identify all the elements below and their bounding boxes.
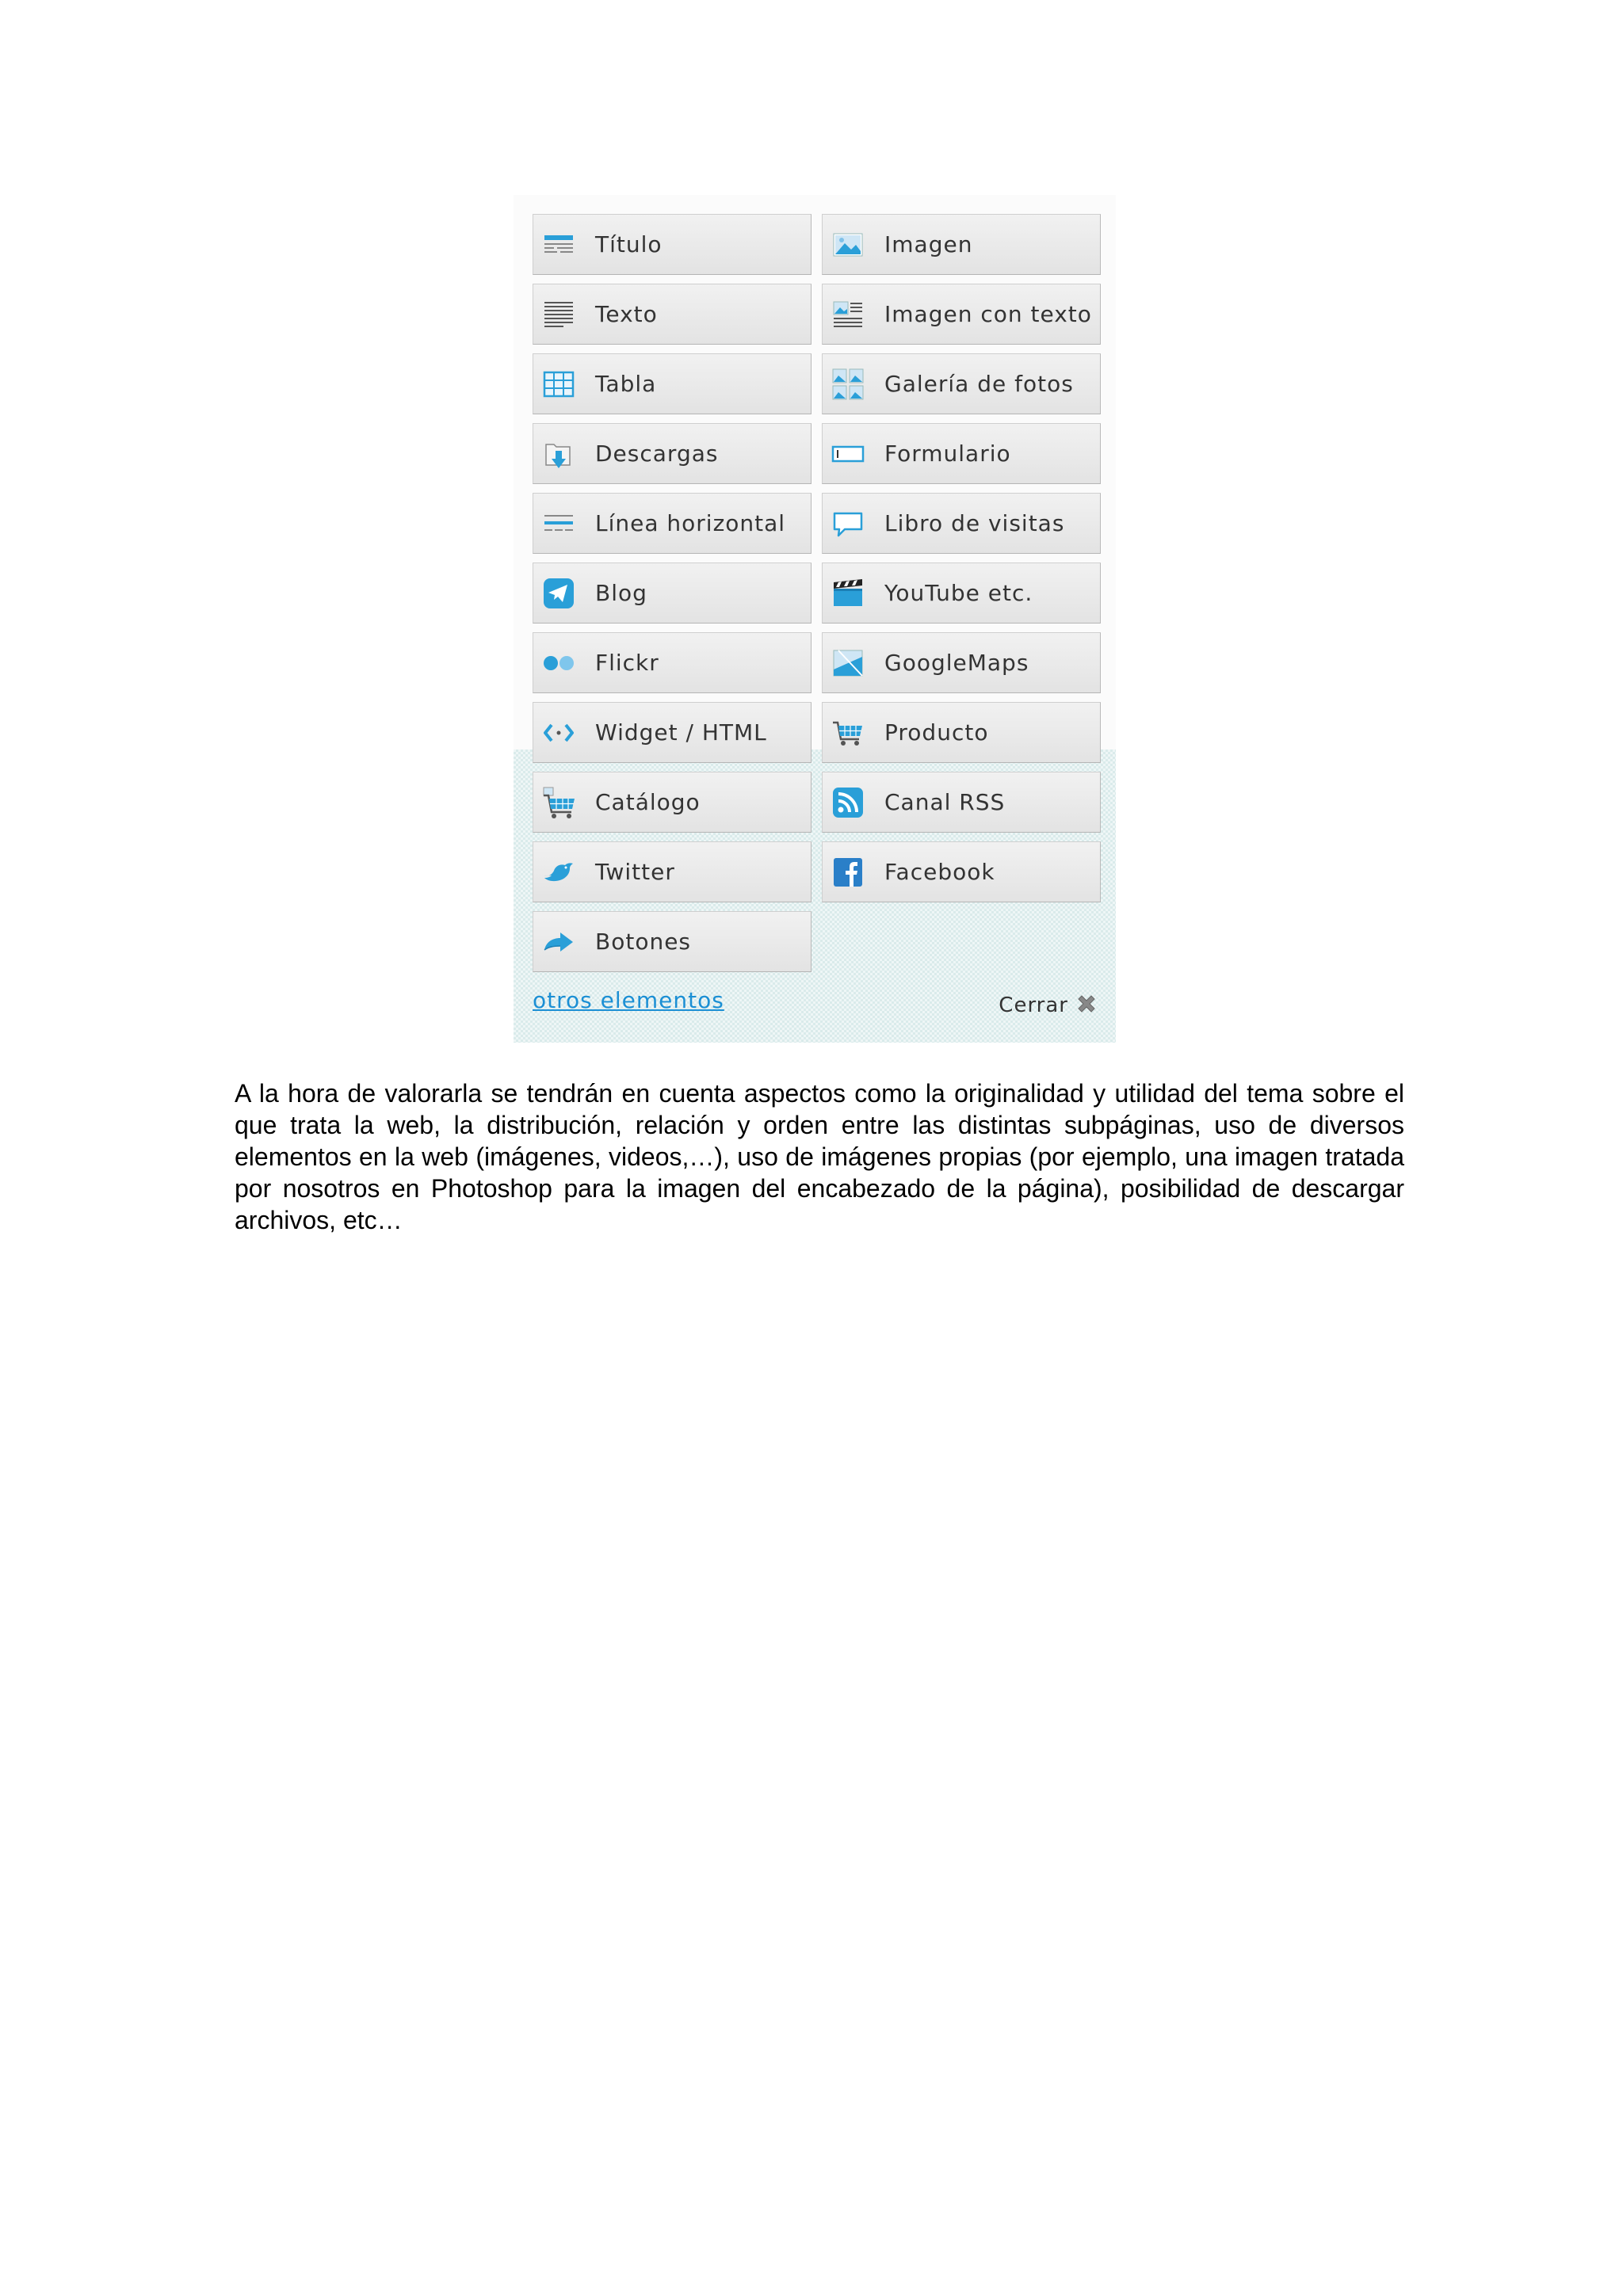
guestbook-button-label: Libro de visitas (884, 510, 1065, 536)
form-icon (831, 437, 865, 471)
close-button[interactable] (999, 992, 1098, 1019)
youtube-button-label: YouTube etc. (884, 580, 1033, 606)
title-button-label: Título (595, 231, 663, 257)
downloads-button[interactable] (533, 423, 812, 484)
product-button[interactable] (822, 702, 1101, 763)
image-button-label: Imagen (884, 231, 973, 257)
flickr-button[interactable] (533, 632, 812, 693)
downloads-button-label: Descargas (595, 441, 719, 467)
photo-gallery-button[interactable] (822, 353, 1101, 414)
gallery-icon (831, 367, 865, 402)
facebook-button[interactable] (822, 841, 1101, 902)
google-maps-button-label: GoogleMaps (884, 650, 1029, 676)
add-element-panel (514, 195, 1116, 1043)
form-button-label: Formulario (884, 441, 1011, 467)
image-with-text-button-label: Imagen con texto (884, 301, 1092, 327)
close-icon (1075, 992, 1098, 1019)
image-icon (831, 227, 865, 262)
table-button[interactable] (533, 353, 812, 414)
flickr-button-label: Flickr (595, 650, 659, 676)
facebook-button-label: Facebook (884, 859, 995, 885)
twitter-button-label: Twitter (595, 859, 675, 885)
text-icon (541, 297, 576, 332)
catalog-button[interactable] (533, 772, 812, 833)
horizontal-line-button-label: Línea horizontal (595, 510, 786, 536)
blog-button[interactable] (533, 563, 812, 624)
catalog-icon (541, 785, 576, 820)
hr-icon (541, 506, 576, 541)
horizontal-line-button[interactable] (533, 493, 812, 554)
google-maps-button[interactable] (822, 632, 1101, 693)
form-button[interactable] (822, 423, 1101, 484)
buttons-button[interactable] (533, 911, 812, 972)
table-icon (541, 367, 576, 402)
image-with-text-button[interactable] (822, 284, 1101, 345)
catalog-button-label: Catálogo (595, 789, 701, 815)
guestbook-button[interactable] (822, 493, 1101, 554)
guestbook-icon (831, 506, 865, 541)
product-button-label: Producto (884, 719, 989, 746)
buttons-icon (541, 925, 576, 959)
code-icon (541, 715, 576, 750)
rss-icon (831, 785, 865, 820)
rss-feed-button-label: Canal RSS (884, 789, 1006, 815)
widget-html-button-label: Widget / HTML (595, 719, 767, 746)
title-icon (541, 227, 576, 262)
text-button-label: Texto (595, 301, 658, 327)
map-icon (831, 646, 865, 681)
twitter-icon (541, 855, 576, 890)
table-button-label: Tabla (595, 371, 657, 397)
buttons-button-label: Botones (595, 929, 692, 955)
rss-feed-button[interactable] (822, 772, 1101, 833)
image-text-icon (831, 297, 865, 332)
flickr-icon (541, 646, 576, 681)
blog-button-label: Blog (595, 580, 647, 606)
element-button-grid (533, 214, 1101, 972)
youtube-button[interactable] (822, 563, 1101, 624)
twitter-button[interactable] (533, 841, 812, 902)
text-button[interactable] (533, 284, 812, 345)
facebook-icon (831, 855, 865, 890)
image-button[interactable] (822, 214, 1101, 275)
download-icon (541, 437, 576, 471)
blog-icon (541, 576, 576, 611)
video-icon (831, 576, 865, 611)
widget-html-button[interactable] (533, 702, 812, 763)
title-button[interactable] (533, 214, 812, 275)
cart-icon (831, 715, 865, 750)
other-elements-link[interactable]: otros elementos (533, 987, 724, 1013)
photo-gallery-button-label: Galería de fotos (884, 371, 1074, 397)
close-button-label: Cerrar (999, 994, 1068, 1017)
body-paragraph: A la hora de valorarla se tendrán en cuenta aspectos como la originalidad y utilidad del tema sobre el que trata la web, la distribución, relación y orden entre las distintas subpáginas, uso de diversos elementos en la web (imágenes, videos,…), uso de imágenes propias (por ejemplo, una imagen tratada por nosotros en Photoshop para la imagen del encabezado de la página), posibilidad de descargar archivos, etc… (235, 1079, 1404, 1234)
